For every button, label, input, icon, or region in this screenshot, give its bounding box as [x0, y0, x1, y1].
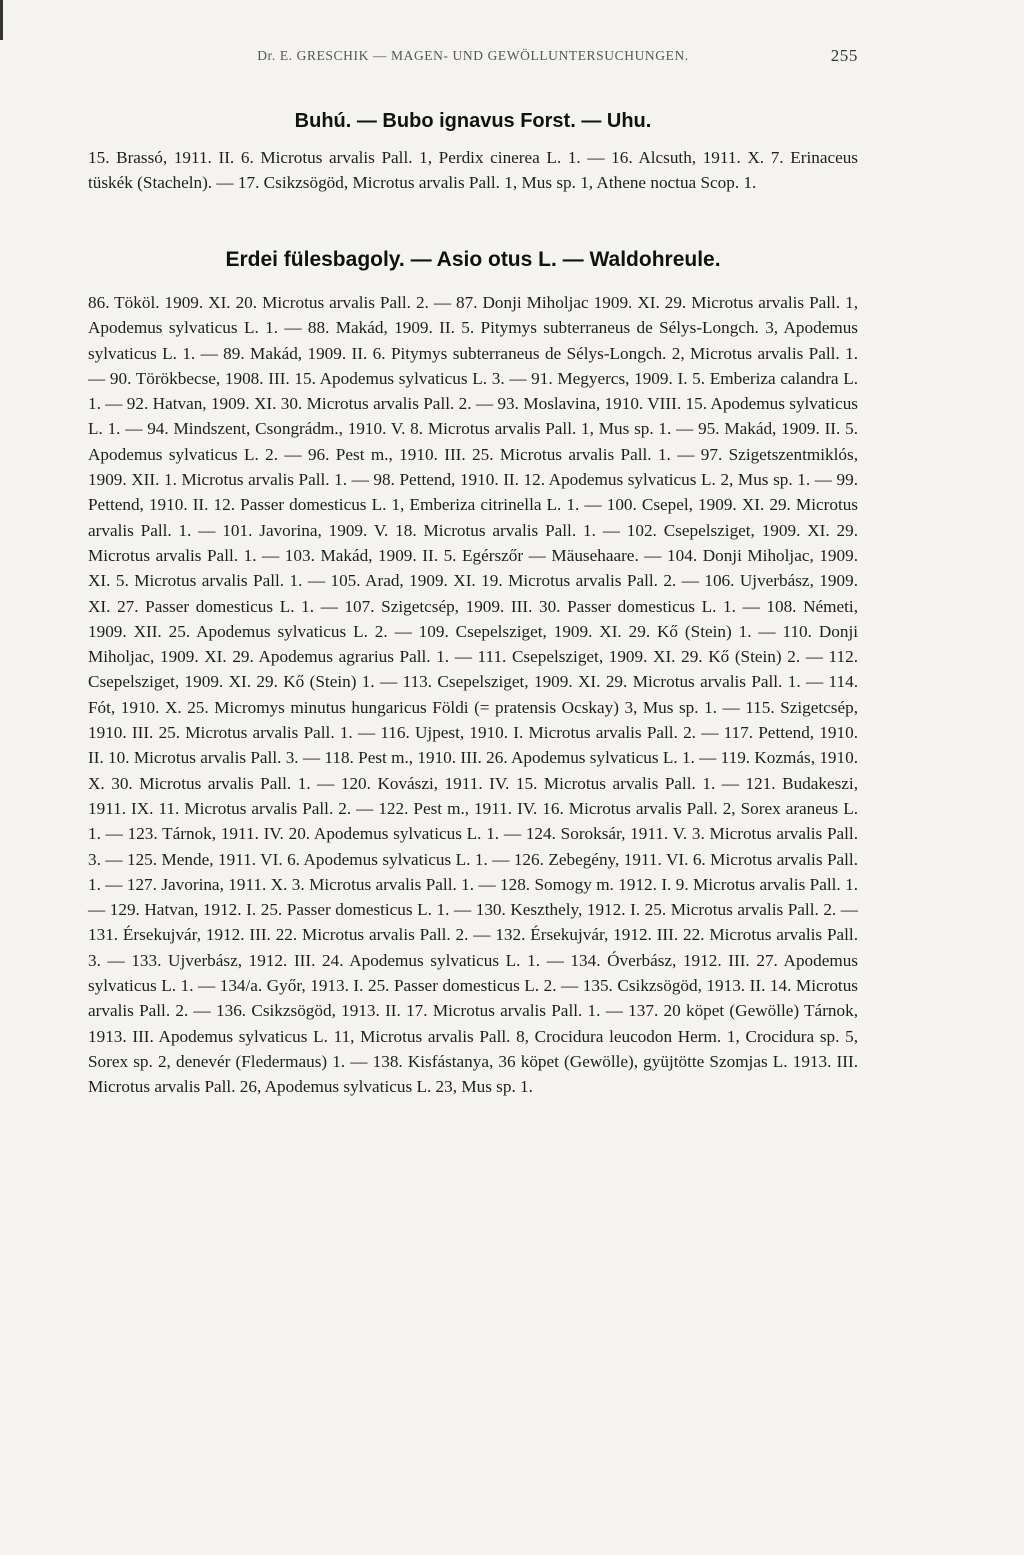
running-title: Dr. E. GRESCHIK — MAGEN- UND GEWÖLLUNTERSUCHUNGEN. — [257, 48, 689, 63]
section-title-asio-otus: Erdei fülesbagoly. — Asio otus L. — Waldohreule. — [225, 248, 721, 271]
section-title-bubo: Buhú. — Bubo ignavus Forst. — Uhu. — [294, 110, 652, 132]
section-text-asio-otus: 86. Tököl. 1909. XI. 20. Microtus arvalis Pall. 2. — 87. Donji Miholjac 1909. XI. 29. Microtus arvalis Pall. 1, Apodemus sylvaticus L. 1. — 88. Makád, 1909. II. 5. Pitymys subterraneus de Sélys-Longch. 3, Apodemus sylvaticus L. 1. — 89. Makád, 1909. II. 6. Pitymys subterraneus de Sélys-Longch. 2, Microtus arvalis Pall. 1. — 90. Törökbecse, 1908. III. 15. Apodemus sylvaticus L. 3. — 91. Megyercs, 1909. I. 5. Emberiza calandra L. 1. — 92. Hatvan, 1909. XI. 30. Microtus arvalis Pall. 2. — 93. Moslavina, 1910. VIII. 15. Apodemus sylvaticus L. 1. — 94. Mindszent, Csongrádm., 1910. V. 8. Microtus arvalis Pall. 1, Mus sp. 1. — 95. Makád, 1909. II. 5. Apodemus sylvaticus L. 2. — 96. Pest m., 1910. III. 25. Microtus arvalis Pall. 1. — 97. Szigetszentmiklós, 1909. XII. 1. Microtus arvalis Pall. 1. — 98. Pettend, 1910. II. 12. Apodemus sylvaticus L. 2, Mus sp. 1. — 99. Pettend, 1910. II. 12. Passer domesticus L. 1, Emberiza citrinella L. 1. — 100. Csepel, 1909. XI. 29. Microtus arvalis Pall. 1. — 101. Javorina, 1909. V. 18. Microtus arvalis Pall. 1. — 102. Csepelsziget, 1909. XI. 29. Microtus arvalis Pall. 1. — 103. Makád, 1909. II. 5. Egérszőr — Mäusehaare. — 104. Donji Miholjac, 1909. XI. 5. Microtus arvalis Pall. 1. — 105. Arad, 1909. XI. 19. Microtus arvalis Pall. 2. — 106. Ujverbász, 1909. XI. 27. Passer domesticus L. 1. — 107. Szigetcsép, 1909. III. 30. Passer domesticus L. 1. — 108. Németi, 1909. XII. 25. Apodemus sylvaticus L. 2. — 109. Csepelsziget, 1909. XI. 29. Kő (Stein) 1. — 110. Donji Miholjac, 1909. XI. 29. Apodemus agrarius Pall. 1. — 111. Csepelsziget, 1909. XI. 29. Kő (Stein) 2. — 112. Csepelsziget, 1909. XI. 29. Kő (Stein) 1. — 113. Csepelsziget, 1909. XI. 29. Microtus arvalis Pall. 1. — 114. Fót, 1910. X. 25. Micromys minutus hungaricus Földi (= pratensis Ocskay) 3, Mus sp. 1. — 115. Szigetcsép, 1910. III. 25. Microtus arvalis Pall. 1. — 116. Ujpest, 1910. I. Microtus arvalis Pall. 2. — 117. Pettend, 1910. II. 10. Microtus arvalis Pall. 3. — 118. Pest m., 1910. III. 26. Apodemus sylvaticus L. 1. — 119. Kozmás, 1910. X. 30. Microtus arvalis Pall. 1. — 120. Kovászi, 1911. IV. 15. Microtus arvalis Pall. 1. — 121. Budakeszi, 1911. IX. 11. Microtus arvalis Pall. 2. — 122. Pest m., 1911. IV. 16. Microtus arvalis Pall. 2, Sorex araneus L. 1. — 123. Tárnok, 1911. IV. 20. Apodemus sylvaticus L. 1. — 124. Soroksár, 1911. V. 3. Microtus arvalis Pall. 3. — 125. Mende, 1911. VI. 6. Apodemus sylvaticus L. 1. — 126. Zebegény, 1911. VI. 6. Microtus arvalis Pall. 1. — 127. Javorina, 1911. X. 3. Microtus arvalis Pall. 1. — 128. Somogy m. 1912. I. 9. Microtus arvalis Pall. 1. — 129. Hatvan, 1912. I. 25. Passer domesticus L. 1. — 130. Keszthely, 1912. I. 25. Microtus arvalis Pall. 2. — 131. Érsekujvár, 1912. III. 22. Microtus arvalis Pall. 2. — 132. Érsekujvár, 1912. III. 22. Microtus arvalis Pall. 3. — 133. Ujverbász, 1912. III. 24. Apodemus sylvaticus L. 1. — 134. Óverbász, 1912. III. 27. Apodemus sylvaticus L. 1. — 134/a. Győr, 1913. I. 25. Passer domesticus L. 2. — 135. Csikzsögöd, 1913. II. 14. Microtus arvalis Pall. 2. — 136. Csikzsögöd, 1913. II. 17. Microtus arvalis Pall. 1. — 137. 20 köpet (Gewölle) Tárnok, 1913. III. Apodemus sylvaticus L. 11, Microtus arvalis Pall. 8, Crocidura leucodon Herm. 1, Crocidura sp. 5, Sorex sp. 2, denevér (Fledermaus) 1. — 138. Kisfástanya, 36 köpet (Gewölle), gyüjtötte Szomjas L. 1913. III. Microtus arvalis Pall. 26, Apodemus sylvaticus L. 23, Mus sp. 1. — [88, 293, 858, 1097]
section-text-bubo: 15. Brassó, 1911. II. 6. Microtus arvalis Pall. 1, Perdix cinerea L. 1. — 16. Alcsuth, 1911. X. 7. Erinaceus tüskék (Stacheln). — 17. Csikzsögöd, Microtus arvalis Pall. 1, Mus sp. 1, Athene noctua Scop. 1. — [88, 148, 858, 193]
page-number: 255 — [830, 46, 858, 65]
running-header — [88, 48, 858, 72]
page-edge-mark — [0, 0, 3, 40]
